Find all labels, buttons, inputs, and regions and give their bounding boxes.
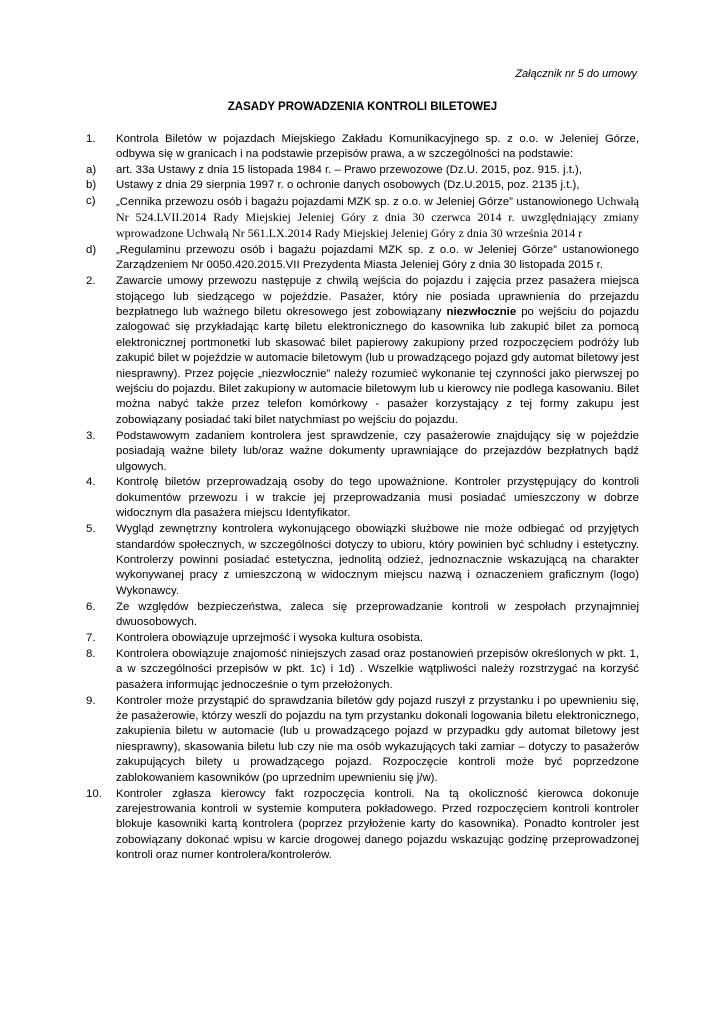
rule-item-9: [86, 694, 639, 786]
rule-number: 10.: [86, 787, 102, 800]
rule-number: 4.: [86, 476, 96, 489]
rule-text: Ze względów bezpieczeństwa, zaleca się przeprowadzanie kontroli w zespołach przynajmniej dwuosobowych.: [116, 600, 639, 629]
rule-item-2: [86, 274, 639, 428]
rule-text: Kontroler może przystąpić do sprawdzania biletów gdy pojazd ruszył z przystanku i po upewnieniu się, że pasażerowie, którzy weszli do pojazdu na tym przystanku dokonali logowania biletu elektronicznego, zakupienia biletu w automacie (lub u prowadzącego pojazd w przypadku gdy automat biletowy jest niesprawny), skasowania biletu lub czy nie ma osób wykazujących taki zamiar – dotyczy to pasażerów zakupujących bilety u prowadzącego pojazd. Rozpoczęcie kontroli może być poprzedzone zablokowaniem kasowników (po uprzednim upewnieniu się j/w).: [116, 694, 639, 784]
sub-item-a: [86, 163, 639, 178]
rule-text-start: Zawarcie umowy przewozu następuje z chwilą wejścia do pojazdu i zajęcia przez pasażera miejsca stojącego lub siedzącego w pojeździe. Pasażer, który nie posiada uprawnienia do przejazdu bezpłatnego lub ważnego biletu okresowego jest zobowiązany: [116, 275, 639, 318]
rule-text-emphasis: niezwłocznie: [446, 305, 517, 318]
rule-text-end: po wejściu do pojazdu zalogować się przykładając kartę biletu elektronicznego do kasownika lub zakupić bilet za pomocą elektronicznej portmonetki lub skasować bilet papierowy zakupiony przed rozpoczęciem podróży lub zakupić bilet w pojeździe w automacie biletowym (lub u prowadzącego pojazd gdy automat biletowy jest niesprawny). Przez pojęcie „niezwłocznie” należy rozumieć wykonanie tej czynności jako pierwszej po wejściu do pojazdu. Bilet zakupiony w automacie biletowym lub u kierowcy nie podlega kasowaniu. Bilet można nabyć także przez telefon komórkowy - pasażer korzystający z tej formy zakupu jest zobowiązany posiadać taki bilet natychmiast po wejściu do pojazdu.: [116, 305, 639, 426]
sub-letter: b): [86, 179, 97, 192]
rule-item-8: [86, 647, 639, 693]
sub-letter: c): [86, 194, 96, 207]
sub-item-b: [86, 178, 639, 193]
rule-text: Kontrolę biletów przeprowadzają osoby do tego upoważnione. Kontroler przystępujący do kontroli dokumentów przewozu i w trakcie jej przeprowadzania musi posiadać umieszczony w dobrze widocznym dla pasażera miejscu Identyfikator.: [116, 476, 639, 520]
rule-item-1: [86, 132, 639, 274]
sub-item-d: [86, 243, 639, 274]
rule-item-3: [86, 429, 639, 475]
rule-text: Kontrolera obowiązuje znajomość niniejszych zasad oraz postanowień przepisów określonych w pkt. 1, a w szczególności przepisów w pkt. 1c) i 1d) . Wszelkie wątpliwości należy rozstrzygać na korzyść pasażera informując jednocześnie o tym przełożonych.: [116, 647, 639, 691]
rule-item-10: [86, 787, 639, 864]
rules-list: [86, 132, 639, 864]
attachment-note: Załącznik nr 5 do umowy: [515, 68, 637, 80]
sub-text: „Regulaminu przewozu osób i bagażu pojazdami MZK sp. z o.o. w Jeleniej Górze” ustanowionego Zarządzeniem Nr 0050.420.2015.VII Prezydenta Miasta Jeleniej Góry z dnia 30 listopada 2015 r.: [116, 243, 639, 272]
rule-text: Kontroler zgłasza kierowcy fakt rozpoczęcia kontroli. Na tą okoliczność kierowca dokonuje zarejestrowania kontroli w systemie komputera pokładowego. Przed rozpoczęciem kontroli kontroler blokuje kasowniki kartą kontrolera (poprzez przyłożenie karty do kasownika). Ponadto kontroler jest zobowiązany dokonać wpisu w karcie drogowej danego pojazdu wskazując godzinę przeprowadzonej kontroli oraz numer kontrolera/kontrolerów.: [116, 787, 639, 862]
rule-text: Podstawowym zadaniem kontrolera jest sprawdzenie, czy pasażerowie znajdujący się w pojeździe posiadają ważne bilety lub/oraz ważne dokumenty uprawniające do przejazdów bezpłatnych bądź ulgowych.: [116, 429, 639, 473]
rule-number: 6.: [86, 600, 96, 613]
rule-number: 5.: [86, 523, 96, 536]
sub-letter: d): [86, 243, 97, 256]
rule-text: Kontrolera obowiązuje uprzejmość i wysoka kultura osobista.: [116, 632, 424, 644]
rule-item-5: [86, 522, 639, 599]
sub-text: Ustawy z dnia 29 sierpnia 1997 r. o ochronie danych osobowych (Dz.U.2015, poz. 2135 j.t.),: [116, 179, 580, 192]
rule-number: 9.: [86, 694, 96, 707]
sub-letter: a): [86, 163, 97, 176]
sub-text: „Cennika przewozu osób i bagażu pojazdami MZK sp. z o.o. w Jeleniej Górze” ustanowionego: [116, 195, 593, 208]
rule-text: Wygląd zewnętrzny kontrolera wykonującego obowiązki służbowe nie może odbiegać od przyjętych standardów społecznych, w szczególności dotyczy to ubioru, który powinien być schludny i estetyczny. Kontrolerzy powinni posiadać estetyczna, jednolitą odzież, jednoznacznie wskazującą na charakter wykonywanej pracy z umieszczoną w widocznym miejscu nazwą i oznaczeniem graficznym (logo) Wykonawcy.: [116, 523, 639, 597]
rule-item-6: [86, 600, 639, 631]
rule-item-7: [86, 631, 639, 646]
rule-number: 8.: [86, 647, 96, 660]
rule-number: 7.: [86, 632, 96, 644]
sub-text: art. 33a Ustawy z dnia 15 listopada 1984 r. – Prawo przewozowe (Dz.U. 2015, poz. 915. j.t.),: [116, 163, 582, 176]
rule-number: 2.: [86, 275, 96, 288]
document-title: ZASADY PROWADZENIA KONTROLI BILETOWEJ: [227, 101, 498, 113]
rule-number: 1.: [86, 133, 96, 145]
rule-item-4: [86, 475, 639, 521]
rule-number: 3.: [86, 429, 96, 442]
sub-text-serif: Uchwałą Nr 524.LVII.2014 Rady Miejskiej Jeleniej Góry z dnia 30 czerwca 2014 r. uwzględniający zmiany wprowadzone Uchwałą Nr 561.LX.2014 Rady Miejskiej Jeleniej Góry z dnia 30 września 2014 r: [116, 193, 639, 241]
rule-text: Kontrola Biletów w pojazdach Miejskiego Zakładu Komunikacyjnego sp. z o.o. w Jeleniej Górze, odbywa się w granicach i na podstawie przepisów prawa, a w szczególności na podstawie:: [116, 133, 639, 161]
sub-item-c: [86, 194, 639, 243]
